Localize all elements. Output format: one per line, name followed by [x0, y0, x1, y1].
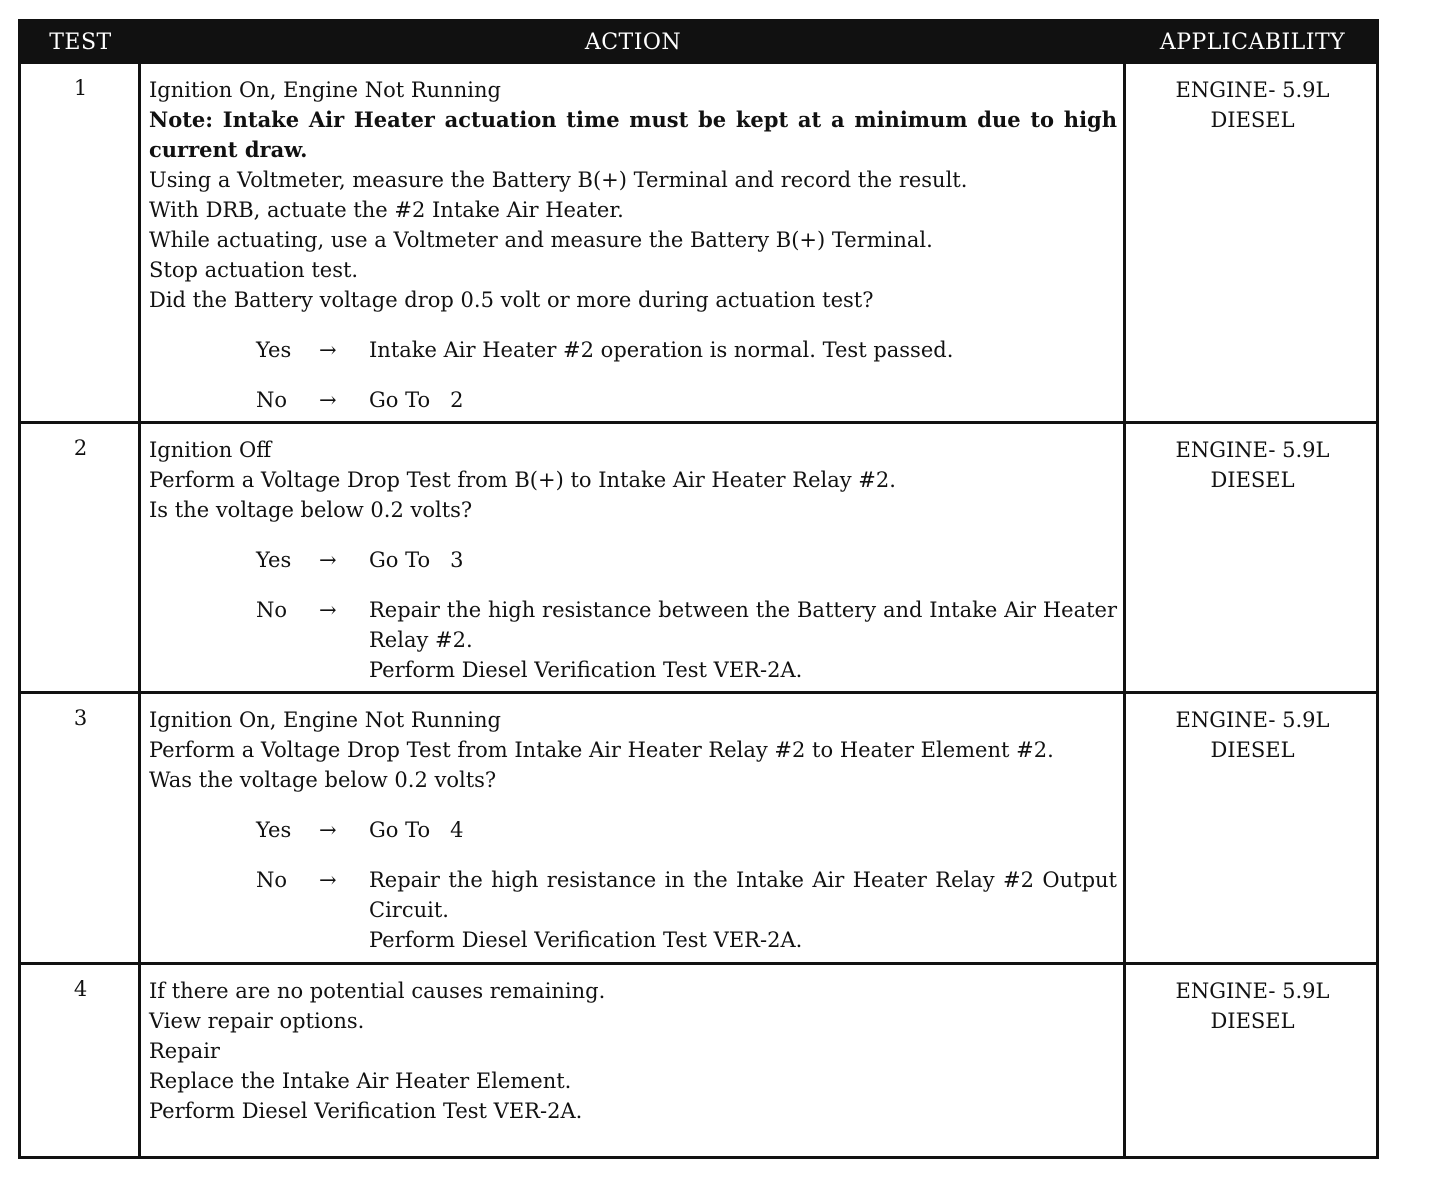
applicability-engine: ENGINE- 5.9L — [1175, 708, 1330, 732]
action-line: Perform a Voltage Drop Test from B(+) to Intake Air Heater Relay #2. — [149, 468, 896, 492]
applicability-cell — [1126, 435, 1379, 495]
no-result: Repair the high resistance in the Intake Air Heater Relay #2 Output Circuit. — [369, 868, 1117, 922]
applicability-engine: ENGINE- 5.9L — [1175, 979, 1330, 1003]
no-answer — [149, 595, 1117, 685]
action-cell — [149, 976, 1117, 1126]
applicability-engine: ENGINE- 5.9L — [1175, 438, 1330, 462]
action-cell — [149, 75, 1117, 415]
test-number: 2 — [73, 436, 88, 460]
action-line: View repair options. — [149, 1009, 365, 1033]
question-line: Is the voltage below 0.2 volts? — [149, 498, 473, 522]
arrow-icon: → — [319, 598, 337, 622]
applicability-fuel: DIESEL — [1210, 108, 1295, 132]
action-line: Stop actuation test. — [149, 258, 359, 282]
action-cell — [149, 435, 1117, 685]
arrow-icon: → — [319, 388, 337, 412]
arrow-icon: → — [319, 338, 337, 362]
applicability-cell — [1126, 976, 1379, 1036]
note-text: Note: Intake Air Heater actuation time must be kept at a minimum due to high current draw. — [149, 107, 1117, 162]
header-action: ACTION — [584, 30, 682, 55]
action-line: Ignition On, Engine Not Running — [149, 708, 501, 732]
yes-result: Go To 4 — [369, 818, 464, 842]
applicability-fuel: DIESEL — [1210, 1009, 1295, 1033]
diagnostic-test-table — [18, 19, 1379, 1159]
action-line: While actuating, use a Voltmeter and measure the Battery B(+) Terminal. — [149, 228, 933, 252]
no-label: No — [256, 388, 288, 412]
yes-answer — [149, 815, 1117, 845]
no-answer — [149, 385, 1117, 415]
no-label: No — [256, 868, 288, 892]
repair-line: Replace the Intake Air Heater Element. — [149, 1069, 572, 1093]
action-cell — [149, 705, 1117, 955]
applicability-engine: ENGINE- 5.9L — [1175, 78, 1330, 102]
no-result: Go To 2 — [369, 388, 464, 412]
test-number: 3 — [73, 706, 88, 730]
question-line: Was the voltage below 0.2 volts? — [149, 768, 497, 792]
applicability-cell — [1126, 705, 1379, 765]
action-line: If there are no potential causes remaining. — [149, 979, 606, 1003]
arrow-icon: → — [319, 548, 337, 572]
table-header — [21, 22, 1376, 64]
yes-label: Yes — [256, 818, 292, 842]
action-line: Using a Voltmeter, measure the Battery B(+) Terminal and record the result. — [149, 168, 968, 192]
header-applicability: APPLICABILITY — [1159, 30, 1346, 55]
table-row — [21, 965, 1376, 1156]
arrow-icon: → — [319, 818, 337, 842]
action-line: Ignition On, Engine Not Running — [149, 78, 501, 102]
yes-result: Intake Air Heater #2 operation is normal. Test passed. — [369, 338, 954, 362]
no-result-followup: Perform Diesel Verification Test VER-2A. — [369, 928, 803, 952]
applicability-cell — [1126, 75, 1379, 135]
action-line: Ignition Off — [149, 438, 272, 462]
test-number: 1 — [73, 76, 88, 100]
no-answer — [149, 865, 1117, 955]
table-row — [21, 64, 1376, 422]
arrow-icon: → — [319, 868, 337, 892]
applicability-fuel: DIESEL — [1210, 468, 1295, 492]
yes-label: Yes — [256, 338, 292, 362]
test-number: 4 — [73, 977, 88, 1001]
table-row — [21, 424, 1376, 692]
header-test: TEST — [49, 30, 112, 55]
yes-label: Yes — [256, 548, 292, 572]
table-row — [21, 694, 1376, 962]
yes-result: Go To 3 — [369, 548, 464, 572]
action-line: With DRB, actuate the #2 Intake Air Heater. — [149, 198, 624, 222]
no-result: Repair the high resistance between the Battery and Intake Air Heater Relay #2. — [369, 598, 1117, 652]
question-line: Did the Battery voltage drop 0.5 volt or more during actuation test? — [149, 288, 874, 312]
no-label: No — [256, 598, 288, 622]
yes-answer — [149, 545, 1117, 575]
repair-line: Perform Diesel Verification Test VER-2A. — [149, 1099, 583, 1123]
yes-answer — [149, 335, 1117, 365]
repair-label: Repair — [149, 1039, 220, 1063]
action-line: Perform a Voltage Drop Test from Intake Air Heater Relay #2 to Heater Element #2. — [149, 738, 1054, 762]
applicability-fuel: DIESEL — [1210, 738, 1295, 762]
no-result-followup: Perform Diesel Verification Test VER-2A. — [369, 658, 803, 682]
